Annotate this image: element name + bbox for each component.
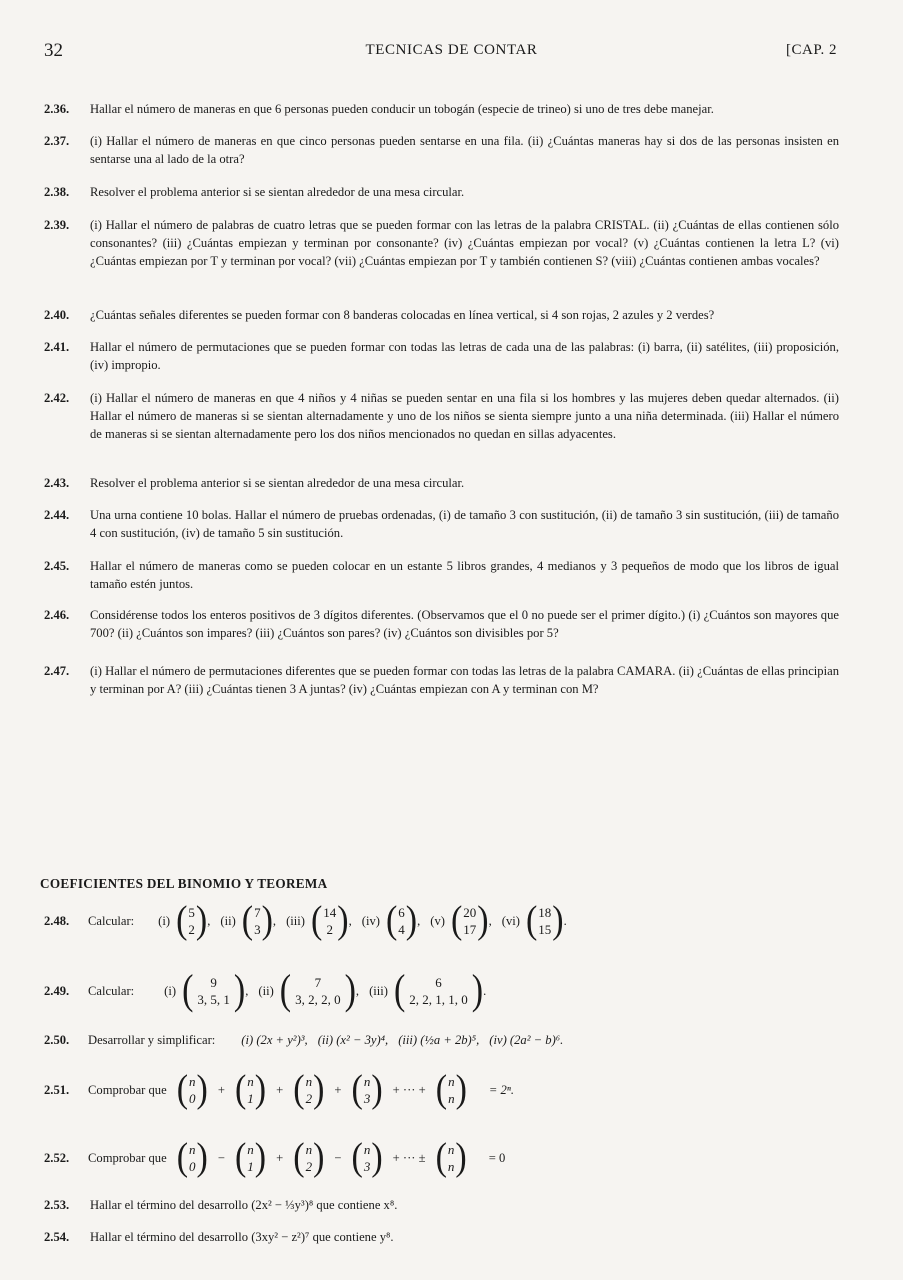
problem-2-45 xyxy=(44,557,839,593)
problem-number: 2.44. xyxy=(44,508,70,522)
problem-lead: Calcular: xyxy=(88,983,135,998)
binomial: ( n n ) xyxy=(435,1136,467,1179)
binom-bottom: 3 xyxy=(363,1159,371,1174)
problem-text: (i) Hallar el número de palabras de cuatro letras que se pueden formar con las letras de la palabra CRISTAL. (ii) ¿Cuántas de ellas contienen sólo consonantes? (iii) ¿Cuántas empiezan y terminan por consonante? (iv) ¿Cuántas empiezan por vocal? (v) ¿Cuántas contienen la letra L? (vi) ¿Cuántas empiezan por T y terminan por vocal? (vii) ¿Cuántas empiezan por T y también contienen S? (viii) ¿Cuántas contienen ambas vocales? xyxy=(90,218,839,269)
chapter-label: [CAP. 2 xyxy=(785,42,837,58)
binom-bottom: 1 xyxy=(247,1159,254,1174)
binomial: ( n 1 ) xyxy=(234,1136,267,1179)
problem-number: 2.50. xyxy=(44,1032,70,1047)
problem-number: 2.51. xyxy=(44,1082,70,1097)
expansion-item: (iv) (2a² − b)⁶. xyxy=(489,1032,564,1047)
problem-number: 2.49. xyxy=(44,983,70,998)
item-label: (vi) xyxy=(501,913,520,928)
page-number: 32 xyxy=(44,40,63,61)
problem-text: Hallar el término del desarrollo (3xy² − z²)⁷ que contiene y⁸. xyxy=(90,1230,394,1244)
binomial: ( 5 2 ) xyxy=(176,899,208,942)
problem-2-49 xyxy=(44,966,854,1016)
binom-top: 6 xyxy=(435,975,442,990)
operator: + ··· + xyxy=(392,1082,426,1097)
identity-rhs: = 0 xyxy=(488,1150,506,1165)
binom-top: n xyxy=(189,1142,196,1157)
problem-lead: Comprobar que xyxy=(88,1082,167,1097)
binom-top: 20 xyxy=(463,905,477,920)
problem-number: 2.53. xyxy=(44,1198,70,1212)
operator: − xyxy=(217,1150,225,1165)
binom-bottom: 2 xyxy=(305,1091,313,1106)
binom-top: 18 xyxy=(538,905,552,920)
problem-2-54 xyxy=(44,1228,839,1246)
problem-text: Hallar el término del desarrollo (2x² − ⅓y³)⁸ que contiene x⁸. xyxy=(90,1198,398,1212)
problem-2-36 xyxy=(44,100,839,118)
binom-top: 7 xyxy=(254,905,261,920)
binom-bottom: 2 xyxy=(188,922,195,937)
binomial: ( n 2 ) xyxy=(293,1068,325,1111)
binomial: ( 20 17 ) xyxy=(450,899,489,942)
binom-top: n xyxy=(247,1142,254,1157)
binom-bottom: 2, 2, 1, 1, 0 xyxy=(409,992,468,1007)
binom-top: n xyxy=(305,1074,313,1089)
problem-text: Hallar el número de maneras como se pueden colocar en un estante 5 libros grandes, 4 medianos y 3 pequeños de modo que los libros de igual tamaño estén juntos. xyxy=(90,559,839,592)
problem-number: 2.47. xyxy=(44,664,70,678)
operator: + xyxy=(276,1150,284,1165)
problem-text: Considérense todos los enteros positivos de 3 dígitos diferentes. (Observamos que el 0 no puede ser el primer dígito.) (i) ¿Cuántos son mayores que 700? (ii) ¿Cuántos son impares? (iii) ¿Cuántos son pares? (iv) ¿Cuántos son divisibles por 5? xyxy=(90,608,839,641)
problem-number: 2.43. xyxy=(44,476,70,490)
page-header xyxy=(0,40,903,66)
binom-bottom: 3, 5, 1 xyxy=(197,992,230,1007)
problem-2-43 xyxy=(44,474,839,492)
binom-top: n xyxy=(189,1074,196,1089)
expansion-item: (iii) (½a + 2b)⁵, xyxy=(398,1032,480,1047)
problem-text: Hallar el número de maneras en que 6 personas pueden conducir un tobogán (especie de trineo) si uno de tres debe manejar. xyxy=(90,102,714,116)
binomial: ( n 2 ) xyxy=(293,1136,325,1179)
binomial: ( n 3 ) xyxy=(351,1136,383,1179)
item-label: (iii) xyxy=(286,913,305,928)
binom-top: n xyxy=(447,1142,455,1157)
binom-top: 5 xyxy=(188,905,195,920)
binom-bottom: 2 xyxy=(326,922,334,937)
problem-number: 2.36. xyxy=(44,102,70,116)
binom-bottom: 2 xyxy=(305,1159,313,1174)
item-label: (iv) xyxy=(361,913,380,928)
item-label: (i) xyxy=(164,983,177,998)
binom-top: 14 xyxy=(323,905,337,920)
problem-number: 2.42. xyxy=(44,391,70,405)
problem-lead: Desarrollar y simplificar: xyxy=(88,1032,216,1047)
problem-2-41 xyxy=(44,338,839,374)
binomial: ( n 0 ) xyxy=(176,1068,208,1111)
expansion-item: (i) (2x + y²)³, xyxy=(241,1032,308,1047)
problem-2-38 xyxy=(44,183,839,201)
binomial-list: (i) ( 5 2 ) , (ii) ( 7 3 ) , (iii) ( 14 2 ) , (iv) ( 6 4 ) , (v) ( 20 17 ) , (vi) ( 18 15 ) . xyxy=(158,899,567,942)
multinomial: ( 9 3, 5, 1 ) xyxy=(182,967,246,1014)
binom-top: n xyxy=(247,1074,254,1089)
binomial: ( 6 4 ) xyxy=(385,899,418,942)
problem-number: 2.37. xyxy=(44,134,70,148)
binomial: ( n 3 ) xyxy=(351,1068,383,1111)
problem-number: 2.41. xyxy=(44,340,70,354)
problem-2-51 xyxy=(44,1066,854,1114)
binom-bottom: 15 xyxy=(538,922,552,937)
problem-2-39 xyxy=(44,216,839,271)
problem-number: 2.40. xyxy=(44,308,70,322)
problem-2-40 xyxy=(44,306,839,324)
problem-2-50 xyxy=(44,1030,854,1050)
binom-bottom: 0 xyxy=(189,1091,196,1106)
item-label: (i) xyxy=(158,913,171,928)
binom-top: n xyxy=(363,1074,371,1089)
problem-text: (i) Hallar el número de maneras en que 4 niños y 4 niñas se pueden sentar en una fila si los hombres y las mujeres deben quedar alternados. (ii) Hallar el número de maneras si se sientan alternadamente y uno de los niños se sienta siempre junto a una niña determinada. (iii) Hallar el número de maneras si se sientan alternadamente pero los dos niños mencionados no quedan en sillas adyacentes. xyxy=(90,391,839,442)
operator: + xyxy=(334,1082,342,1097)
problem-number: 2.38. xyxy=(44,185,70,199)
binom-bottom: 3, 2, 2, 0 xyxy=(295,992,341,1007)
binom-bottom: 0 xyxy=(189,1159,196,1174)
problem-2-44 xyxy=(44,506,839,542)
problem-number: 2.54. xyxy=(44,1230,70,1244)
binom-top: n xyxy=(448,1074,455,1089)
item-label: (ii) xyxy=(220,913,236,928)
problem-number: 2.48. xyxy=(44,913,70,928)
identity-rhs: = 2ⁿ. xyxy=(488,1082,514,1097)
binom-bottom: 1 xyxy=(247,1091,254,1106)
problem-text: Resolver el problema anterior si se sientan alrededor de una mesa circular. xyxy=(90,185,465,199)
problem-2-47 xyxy=(44,662,839,698)
item-label: (v) xyxy=(430,913,445,928)
operator: + xyxy=(276,1082,284,1097)
problem-lead: Comprobar que xyxy=(88,1150,167,1165)
identity xyxy=(176,1136,506,1179)
binomial: ( n 0 ) xyxy=(176,1136,208,1179)
problem-2-52 xyxy=(44,1134,854,1182)
problem-2-37 xyxy=(44,132,839,168)
binom-bottom: n xyxy=(448,1091,455,1106)
binomial: ( 18 15 ) xyxy=(525,899,564,942)
problem-text: (i) Hallar el número de maneras en que cinco personas pueden sentarse en una fila. (ii) ¿Cuántas maneras hay si dos de las personas insisten en sentarse una al lado de la otra? xyxy=(90,134,839,167)
expansion-item: (ii) (x² − 3y)⁴, xyxy=(317,1032,389,1047)
binomial: ( 14 2 ) xyxy=(310,899,349,942)
binom-top: n xyxy=(363,1142,371,1157)
multinomial-list: (i) ( 9 3, 5, 1 ) , (ii) ( 7 3, 2, 2, 0 ) , (iii) ( 6 2, 2, 1, 1, 0 ) . xyxy=(164,967,487,1014)
problem-lead: Calcular: xyxy=(88,913,135,928)
binom-bottom: 3 xyxy=(254,922,261,937)
section-title: COEFICIENTES DEL BINOMIO Y TEOREMA xyxy=(40,876,328,891)
problem-2-53 xyxy=(44,1196,839,1214)
binom-top: 7 xyxy=(314,975,322,990)
binom-top: 9 xyxy=(210,975,217,990)
identity xyxy=(176,1068,514,1111)
problem-number: 2.45. xyxy=(44,559,70,573)
problem-2-46 xyxy=(44,606,839,642)
binomial: ( 7 3 ) xyxy=(241,899,273,942)
item-label: (iii) xyxy=(369,983,388,998)
multinomial: ( 6 2, 2, 1, 1, 0 ) xyxy=(393,967,484,1014)
multinomial: ( 7 3, 2, 2, 0 ) xyxy=(279,967,356,1014)
problem-text: ¿Cuántas señales diferentes se pueden formar con 8 banderas colocadas en línea vertical, si 4 son rojas, 2 azules y 2 verdes? xyxy=(90,308,715,322)
operator: − xyxy=(334,1150,342,1165)
problem-text: Una urna contiene 10 bolas. Hallar el número de pruebas ordenadas, (i) de tamaño 3 con sustitución, (ii) de tamaño 3 sin sustitución, (iii) de tamaño 4 con sustitución, (iv) de tamaño 5 sin sustitución. xyxy=(90,508,839,541)
binom-bottom: 3 xyxy=(363,1091,371,1106)
binomial: ( n 1 ) xyxy=(234,1068,267,1111)
operator: + ··· ± xyxy=(392,1150,426,1165)
problem-number: 2.39. xyxy=(44,218,70,232)
binom-bottom: n xyxy=(447,1159,455,1174)
problem-text: Hallar el número de permutaciones que se pueden formar con todas las letras de cada una de las palabras: (i) barra, (ii) satélites, (iii) proposición, (iv) impropio. xyxy=(90,340,839,373)
binom-top: 6 xyxy=(398,905,405,920)
problem-number: 2.46. xyxy=(44,608,70,622)
binomial: ( n n ) xyxy=(435,1068,467,1111)
problem-2-48 xyxy=(44,898,854,944)
binom-bottom: 4 xyxy=(398,922,405,937)
operator: + xyxy=(217,1082,225,1097)
binom-top: n xyxy=(305,1142,313,1157)
problem-2-42 xyxy=(44,389,839,444)
problem-number: 2.52. xyxy=(44,1150,70,1165)
problem-text: Resolver el problema anterior si se sientan alrededor de una mesa circular. xyxy=(90,476,465,490)
running-title: TECNICAS DE CONTAR xyxy=(365,42,538,58)
problem-text: (i) Hallar el número de permutaciones diferentes que se pueden formar con todas las letras de la palabra CAMARA. (ii) ¿Cuántas de ellas principian y terminan por A? (iii) ¿Cuántas tienen 3 A juntas? (iv) ¿Cuántas empiezan con A y terminan con M? xyxy=(90,664,839,697)
item-label: (ii) xyxy=(258,983,274,998)
binom-bottom: 17 xyxy=(463,922,477,937)
